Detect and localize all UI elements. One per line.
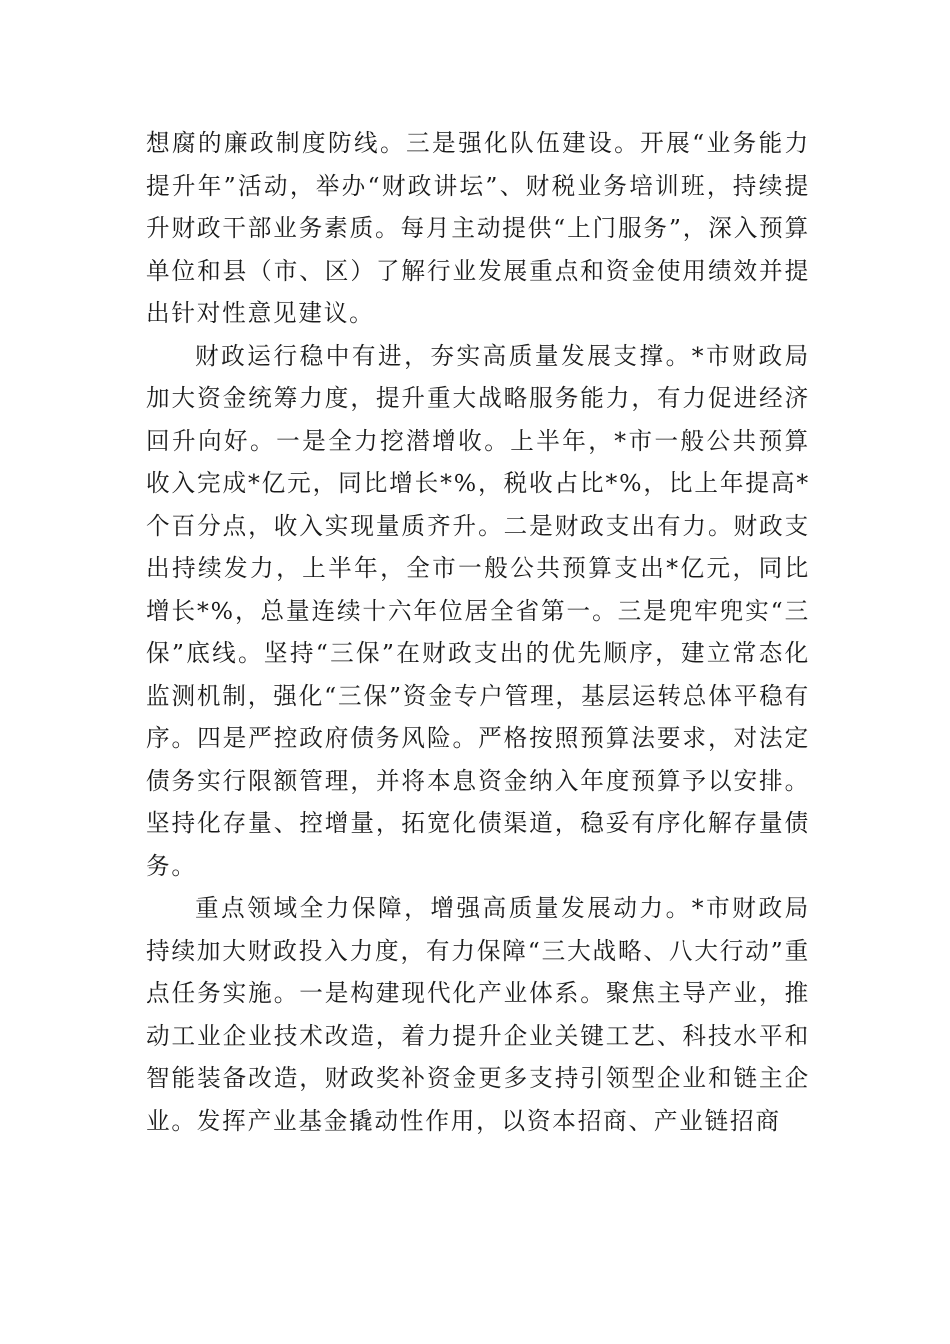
document-page [146, 122, 810, 1142]
body-paragraph: 重点领域全力保障，增强高质量发展动力。*市财政局持续加大财政投入力度，有力保障“三大战略、八大行动”重点任务实施。一是构建现代化产业体系。聚焦主导产业，推动工业企业技术改造，着力提升企业关键工艺、科技水平和智能装备改造，财政奖补资金更多支持引领型企业和链主企业。发挥产业基金撬动性作用，以资本招商、产业链招商 [146, 894, 810, 1135]
body-paragraph: 财政运行稳中有进，夯实高质量发展支撑。*市财政局加大资金统筹力度，提升重大战略服务能力，有力促进经济回升向好。一是全力挖潜增收。上半年，*市一般公共预算收入完成*亿元，同比增长*%，税收占比*%，比上年提高*个百分点，收入实现量质齐升。二是财政支出有力。财政支出持续发力，上半年，全市一般公共预算支出*亿元，同比增长*%，总量连续十六年位居全省第一。三是兜牢兜实“三保”底线。坚持“三保”在财政支出的优先顺序，建立常态化监测机制，强化“三保”资金专户管理，基层运转总体平稳有序。四是严控政府债务风险。严格按照预算法要求，对法定债务实行限额管理，并将本息资金纳入年度预算予以安排。坚持化存量、控增量，拓宽化债渠道，稳妥有序化解存量债务。 [146, 341, 810, 880]
body-paragraph: 想腐的廉政制度防线。三是强化队伍建设。开展“业务能力提升年”活动，举办“财政讲坛”、财税业务培训班，持续提升财政干部业务素质。每月主动提供“上门服务”，深入预算单位和县（市、区）了解行业发展重点和资金使用绩效并提出针对性意见建议。 [146, 129, 810, 327]
